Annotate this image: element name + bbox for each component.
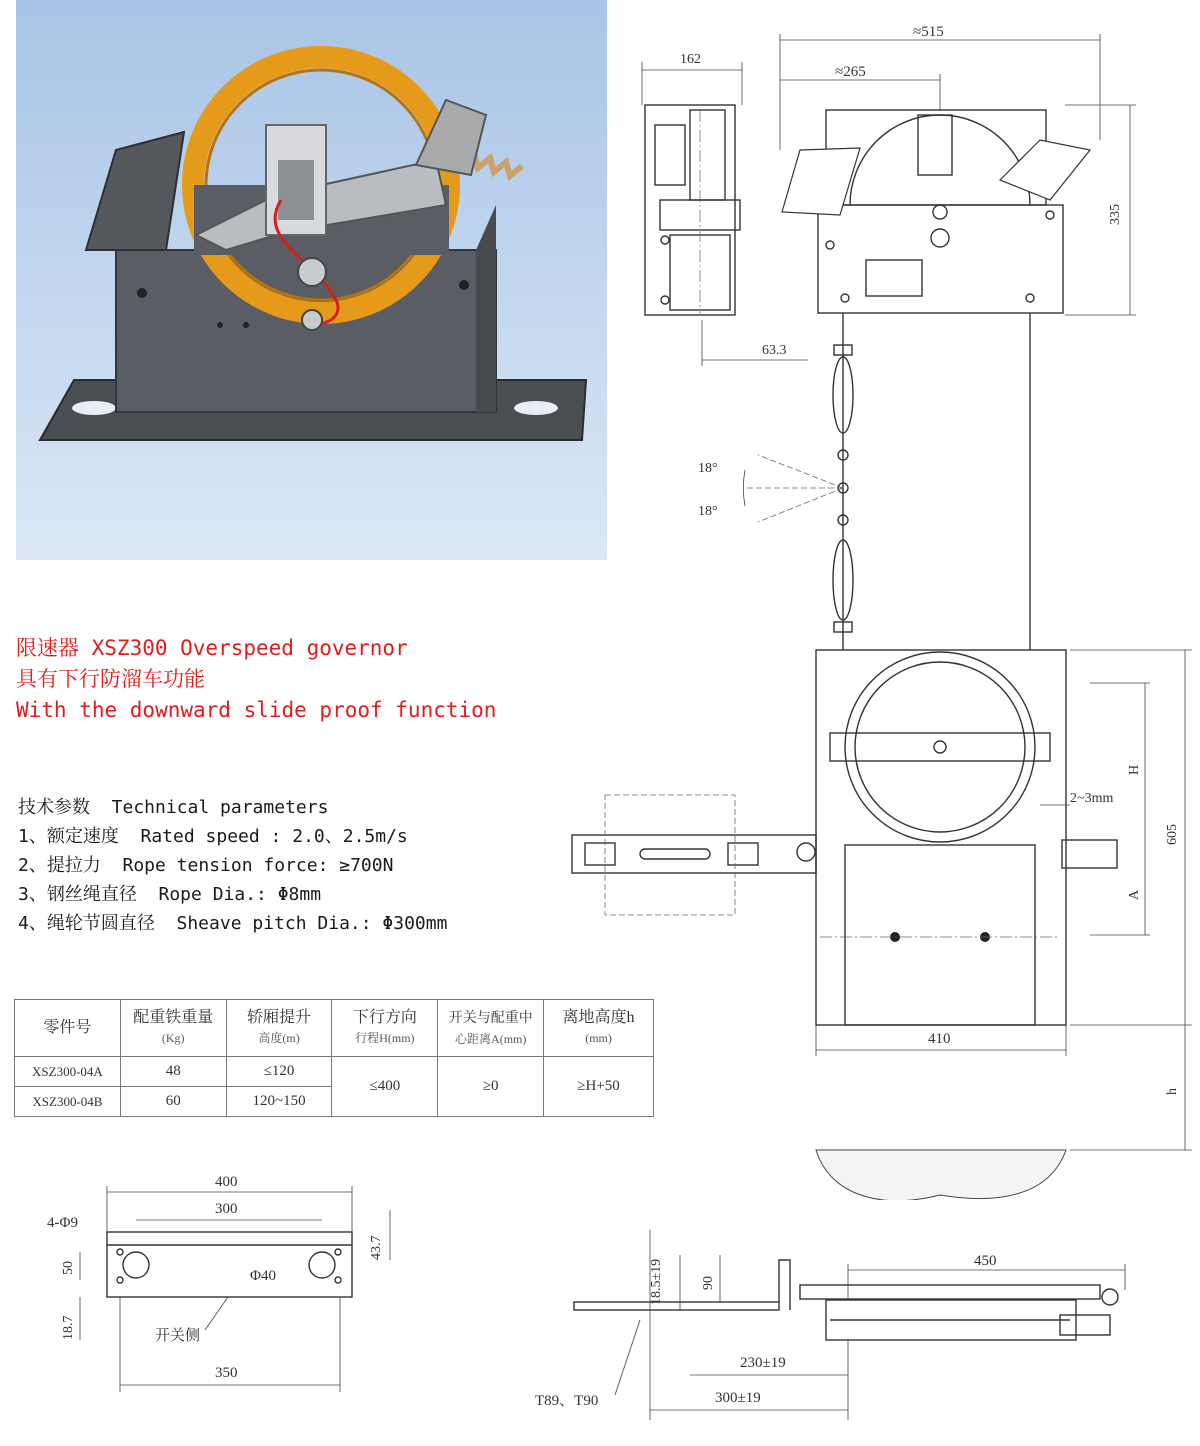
dim-ground: h [1165,1088,1180,1095]
main-assembly-drawing [560,0,1200,1200]
model-spec-table [14,999,654,1117]
dim-18-5: 18.5±19 [649,1258,664,1305]
dim-width-350: 350 [215,1365,238,1381]
param-item: 2、提拉力 Rope tension force: ≥700N [18,855,394,876]
feature-en: With the downward slide proof function [16,698,497,722]
product-title [16,632,408,662]
label-rail: T89、T90 [535,1393,599,1409]
dim-label-a: A [1127,889,1142,900]
dim-230: 230±19 [740,1355,786,1371]
cell-height: 120~150 [226,1087,332,1117]
front-view [782,110,1090,313]
dim-phi40: Φ40 [250,1268,276,1284]
dim-18-7: 18.7 [61,1315,76,1340]
top-view-drawing [520,1210,1200,1446]
col-header-weight: 配重铁重量 (Kg) [120,1000,226,1057]
cell-switch-distance: ≥0 [438,1057,544,1117]
col-header-travel: 下行方向 行程H(mm) [332,1000,438,1057]
cell-weight: 60 [120,1087,226,1117]
param-item: 3、钢丝绳直径 Rope Dia.: Φ8mm [18,884,322,905]
cell-travel: ≤400 [332,1057,438,1117]
dim-angle-top: 18° [698,461,718,476]
dim-label-h: H [1127,764,1142,775]
dim-300: 300±19 [715,1390,761,1406]
governor-photo-illustration [16,0,607,560]
col-header-part: 零件号 [15,1000,121,1057]
side-view [645,105,740,315]
technical-parameters [18,793,447,938]
dim-overall-width: ≈515 [913,24,944,40]
dim-tension-height: 605 [1165,824,1180,845]
product-photo [16,0,607,560]
col-header-lift-height: 轿厢提升 高度(m) [226,1000,332,1057]
dim-angle-bottom: 18° [698,504,718,519]
dim-offset: 63.3 [762,343,787,358]
dim-50: 50 [61,1261,76,1275]
dim-width-300: 300 [215,1201,238,1217]
cell-height: ≤120 [226,1057,332,1087]
col-header-switch-distance: 开关与配重中 心距离A(mm) [438,1000,544,1057]
table-row [15,1057,654,1087]
label-switch-side: 开关侧 [155,1328,201,1344]
dim-holes: 4-Φ9 [47,1215,78,1231]
dim-90: 90 [701,1276,716,1290]
title-cn: 限速器 [16,636,79,660]
dim-43-7: 43.7 [369,1235,384,1260]
col-header-ground-height: 离地高度h (mm) [544,1000,654,1057]
dim-side-width: 162 [680,52,701,67]
dim-height: 335 [1108,204,1123,225]
params-heading: 技术参数 Technical parameters [18,797,329,818]
dim-half-width: ≈265 [835,64,866,80]
dim-450: 450 [974,1253,997,1269]
cell-ground-height: ≥H+50 [544,1057,654,1117]
title-en: XSZ300 Overspeed governor [79,636,408,660]
feature-cn: 具有下行防溜车功能 [16,667,205,691]
dim-clearance: 2~3mm [1070,791,1114,806]
dim-width-400: 400 [215,1174,238,1190]
dim-base-width: 410 [928,1031,951,1047]
cell-weight: 48 [120,1057,226,1087]
param-item: 1、额定速度 Rated speed : 2.0、2.5m/s [18,826,408,847]
table-header-row [15,1000,654,1057]
cell-part: XSZ300-04A [15,1057,121,1087]
tension-pulley-frame [816,650,1066,1025]
param-item: 4、绳轮节圆直径 Sheave pitch Dia.: Φ300mm [18,913,448,934]
cell-part: XSZ300-04B [15,1087,121,1117]
base-plate-drawing [0,1160,420,1400]
